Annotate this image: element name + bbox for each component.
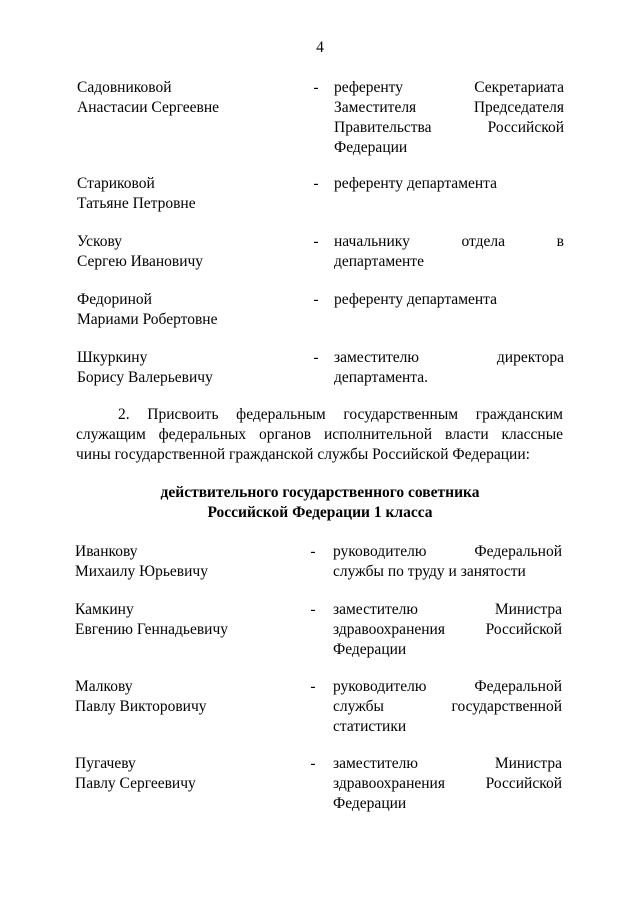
person-name [77, 78, 297, 118]
position-title [333, 542, 562, 582]
position-line: статистики [333, 718, 407, 735]
paragraph-line: чины государственной гражданской службы Российской Федерации: [76, 446, 530, 463]
heading-line: действительного государственного советника [160, 484, 480, 501]
position-line: департаменте [334, 253, 424, 270]
name-line: Шкуркину [77, 349, 148, 366]
position-line: заместителю директора [334, 349, 564, 366]
position-title [333, 677, 562, 737]
name-line: Сергею Ивановичу [77, 253, 204, 270]
position-line: здравоохранения Российской [333, 775, 562, 792]
name-line: Федориной [77, 291, 152, 308]
dash-separator: - [310, 755, 316, 772]
resolution-paragraph [76, 405, 563, 465]
position-title [334, 174, 564, 194]
paragraph-line: служащим федеральных органов исполнительной власти классные [76, 426, 563, 443]
name-line: Павлу Викторовичу [75, 698, 207, 715]
position-title [334, 290, 564, 310]
position-title [333, 600, 562, 660]
name-line: Борису Валерьевичу [77, 369, 213, 386]
person-name [77, 232, 297, 272]
person-name [75, 600, 295, 640]
paragraph-line: 2. Присвоить федеральным государственным гражданским [118, 406, 563, 423]
position-line: руководителю Федеральной [333, 678, 562, 695]
name-line: Михаилу Юрьевичу [75, 563, 208, 580]
dash-separator: - [313, 233, 319, 250]
dash-separator: - [313, 291, 319, 308]
position-title [334, 232, 564, 272]
name-line: Садовниковой [77, 79, 172, 96]
person-name [75, 754, 295, 794]
name-line: Стариковой [77, 175, 155, 192]
person-name [77, 348, 297, 388]
name-line: Малкову [75, 678, 133, 695]
dash-separator: - [310, 678, 316, 695]
position-line: начальнику отдела в [334, 233, 564, 250]
name-line: Татьяне Петровне [77, 195, 196, 212]
page-number: 4 [316, 39, 324, 56]
name-line: Павлу Сергеевичу [75, 775, 196, 792]
position-title [334, 348, 564, 388]
position-line: референту Секретариата [334, 79, 564, 96]
name-line: Анастасии Сергеевне [77, 99, 219, 116]
position-line: Правительства Российской [334, 119, 564, 136]
position-line: службы по труду и занятости [333, 563, 526, 580]
person-name [77, 174, 297, 214]
position-line: Федерации [333, 795, 407, 812]
name-line: Пугачеву [75, 755, 136, 772]
name-line: Ускову [77, 233, 123, 250]
name-line: Иванкову [75, 543, 138, 560]
name-line: Мариами Робертовне [77, 311, 218, 328]
position-line: заместителю Министра [333, 755, 562, 772]
dash-separator: - [313, 175, 319, 192]
position-line: заместителю Министра [333, 601, 562, 618]
position-line: руководителю Федеральной [333, 543, 562, 560]
position-line: референту департамента [334, 291, 498, 308]
position-title [334, 78, 564, 158]
dash-separator: - [310, 601, 316, 618]
position-line: Федерации [333, 641, 407, 658]
person-name [77, 290, 297, 330]
heading-line: Российской Федерации 1 класса [207, 504, 433, 521]
position-line: здравоохранения Российской [333, 621, 562, 638]
position-title [333, 754, 562, 814]
position-line: референту департамента [334, 175, 498, 192]
position-line: службы государственной [333, 698, 562, 715]
dash-separator: - [310, 543, 316, 560]
dash-separator: - [313, 79, 319, 96]
name-line: Евгению Геннадьевичу [75, 621, 228, 638]
rank-heading [0, 483, 640, 523]
person-name [75, 677, 295, 717]
position-line: Заместителя Председателя [334, 99, 564, 116]
person-name [75, 542, 295, 582]
name-line: Камкину [75, 601, 134, 618]
dash-separator: - [313, 349, 319, 366]
position-line: Федерации [334, 139, 408, 156]
position-line: департамента. [334, 369, 429, 386]
